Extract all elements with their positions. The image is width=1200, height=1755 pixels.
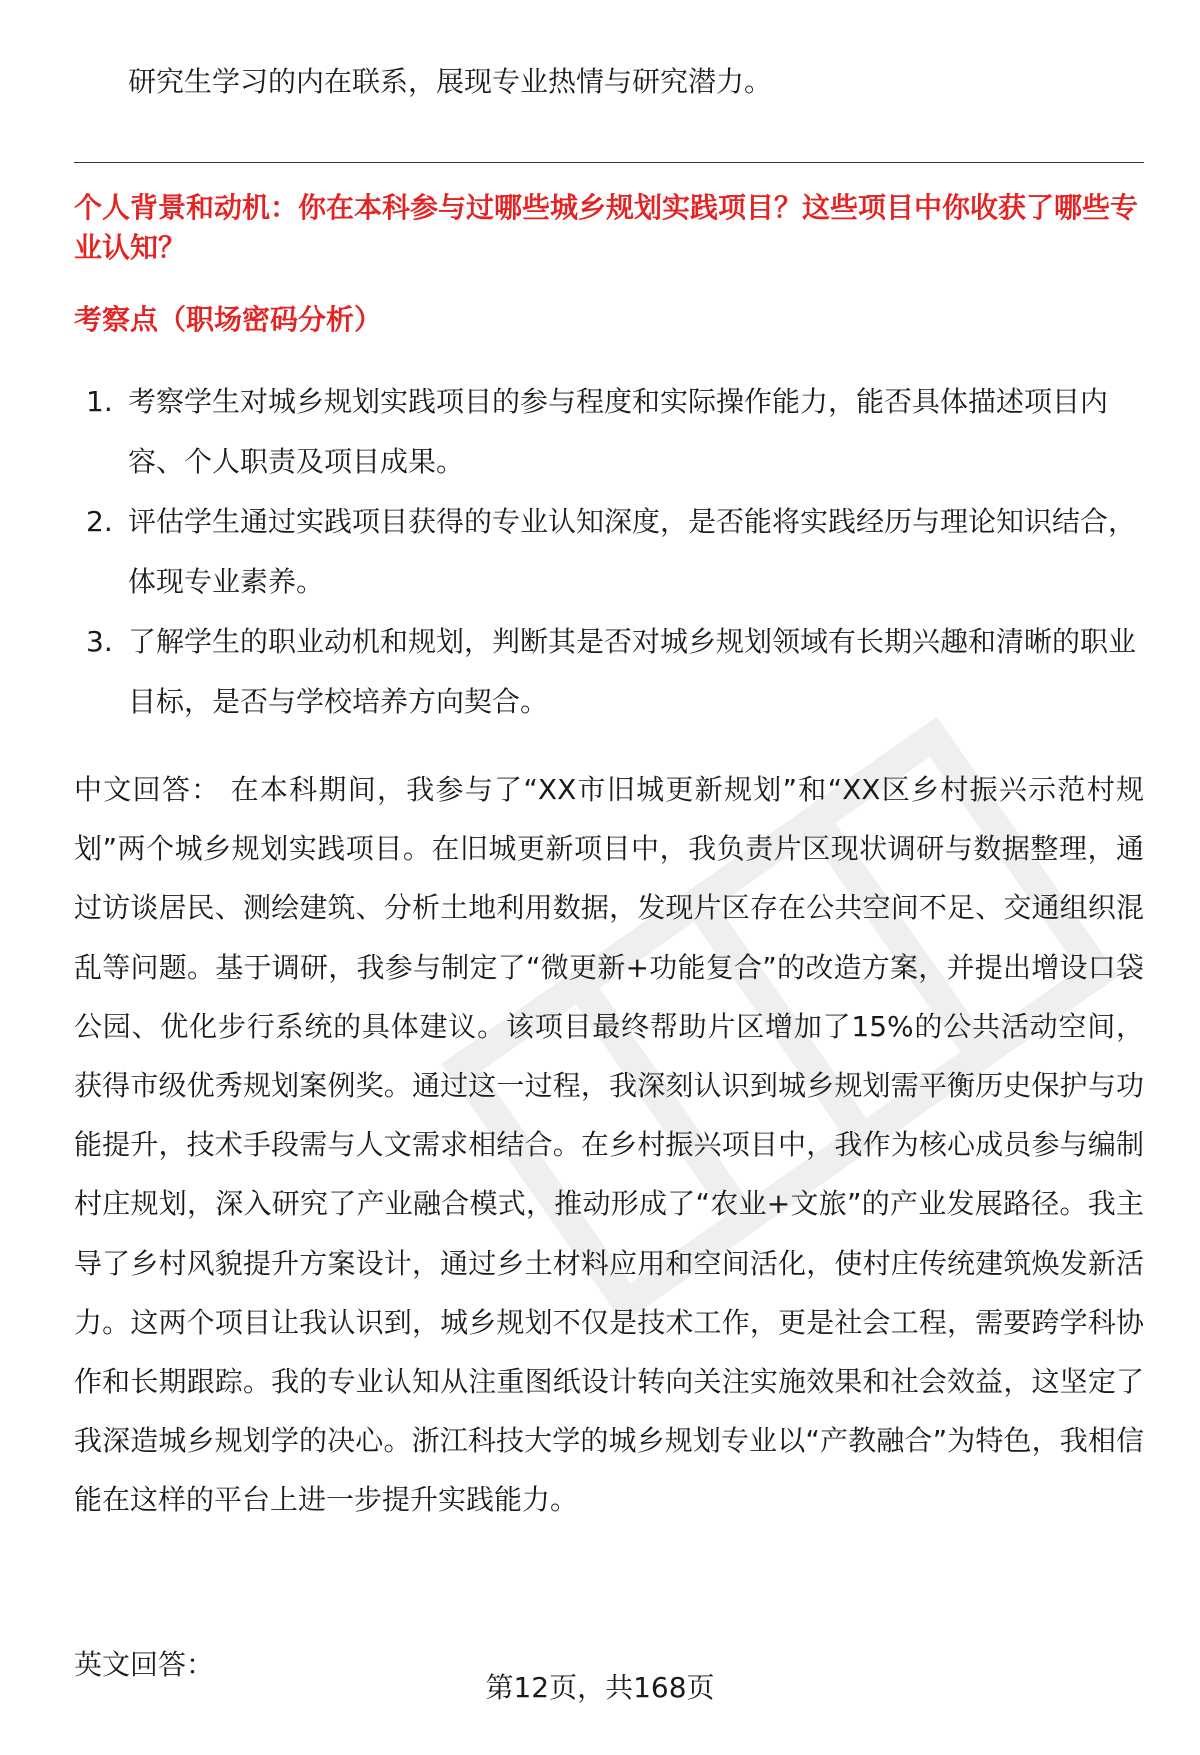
list-item — [74, 372, 1144, 492]
list-item-number: 2. — [86, 505, 113, 538]
focus-heading: 考察点（职场密码分析） — [74, 303, 383, 336]
continuation-paragraph: 研究生学习的内在联系，展现专业热情与研究潜力。 — [128, 65, 773, 98]
list-item-number: 3. — [86, 625, 113, 658]
focus-points-list — [74, 372, 1144, 732]
section-divider — [74, 162, 1144, 163]
list-item — [74, 492, 1144, 612]
english-answer-label: 英文回答： — [74, 1648, 215, 1681]
list-item-text: 考察学生对城乡规划实践项目的参与程度和实际操作能力，能否具体描述项目内容、个人职责及项目成果。 — [128, 385, 1109, 478]
list-item-text: 评估学生通过实践项目获得的专业认知深度，是否能将实践经历与理论知识结合，体现专业素养。 — [128, 505, 1137, 598]
list-item-text: 了解学生的职业动机和规划，判断其是否对城乡规划领域有长期兴趣和清晰的职业目标，是否与学校培养方向契合。 — [128, 625, 1137, 718]
chinese-answer-paragraph: 中文回答： 在本科期间，我参与了“XX市旧城更新规划”和“XX区乡村振兴示范村规划”两个城乡规划实践项目。在旧城更新项目中，我负责片区现状调研与数据整理，通过访谈居民、测绘建筑、分析土地利用数据，发现片区存在公共空间不足、交通组织混乱等问题。基于调研，我参与制定了“微更新+功能复合”的改造方案，并提出增设口袋公园、优化步行系统的具体建议。该项目最终帮助片区增加了15%的公共活动空间，获得市级优秀规划案例奖。通过这一过程，我深刻认识到城乡规划需平衡历史保护与功能提升，技术手段需与人文需求相结合。在乡村振兴项目中，我作为核心成员参与编制村庄规划，深入研究了产业融合模式，推动形成了“农业+文旅”的产业发展路径。我主导了乡村风貌提升方案设计，通过乡土材料应用和空间活化，使村庄传统建筑焕发新活力。这两个项目让我认识到，城乡规划不仅是技术工作，更是社会工程，需要跨学科协作和长期跟踪。我的专业认知从注重图纸设计转向关注实施效果和社会效益，这坚定了我深造城乡规划学的决心。浙江科技大学的城乡规划专业以“产教融合”为特色，我相信能在这样的平台上进一步提升实践能力。 — [74, 773, 1144, 1517]
page-footer: 第12页，共168页 — [485, 1671, 715, 1704]
list-item-number: 1. — [86, 385, 113, 418]
question-heading: 个人背景和动机：你在本科参与过哪些城乡规划实践项目？这些项目中你收获了哪些专业认知？ — [74, 191, 1139, 264]
list-item — [74, 612, 1144, 732]
